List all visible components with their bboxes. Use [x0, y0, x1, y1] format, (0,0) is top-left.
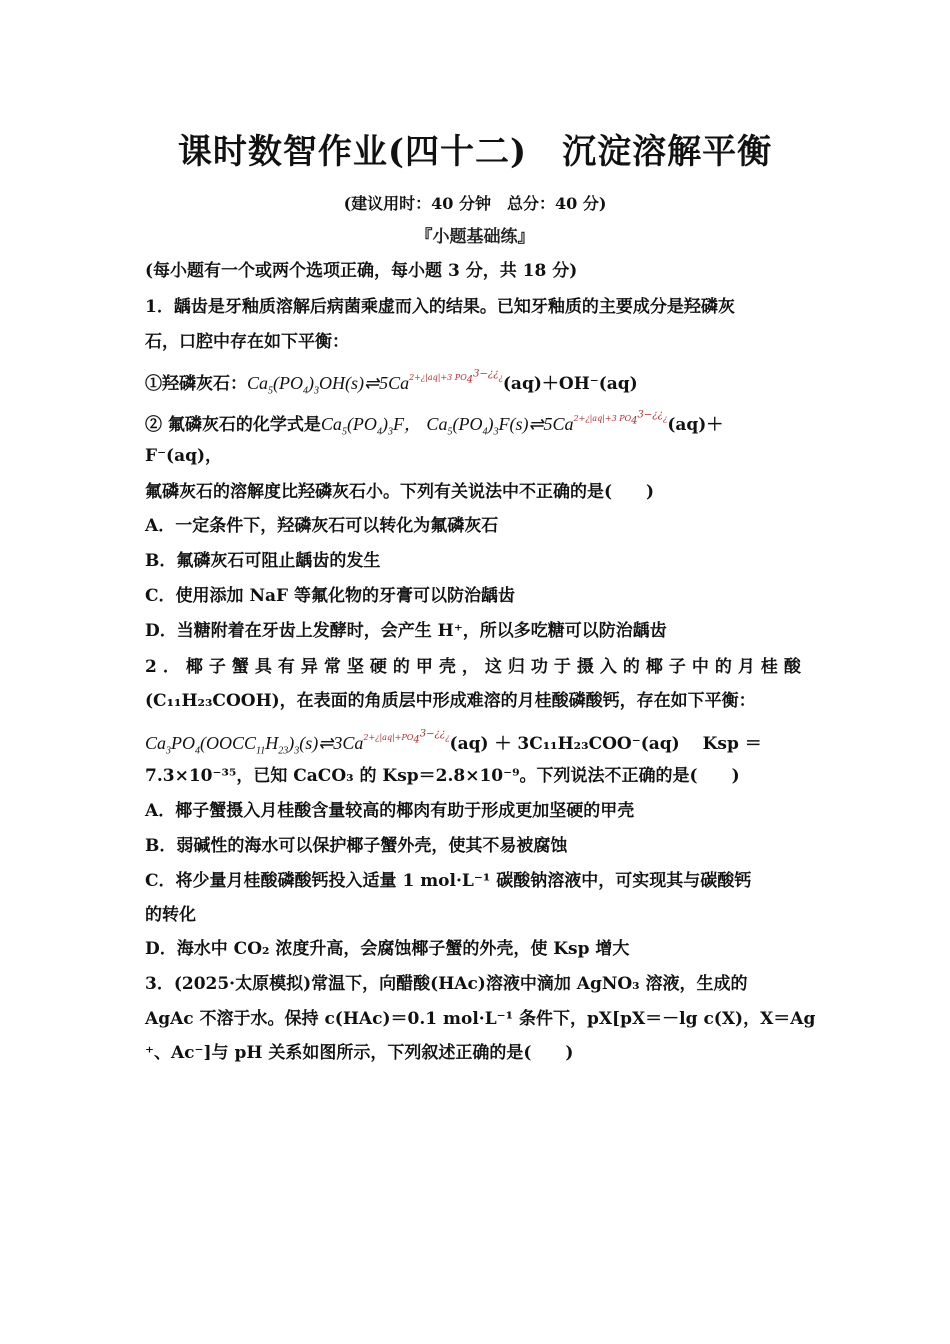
time-score-note: (建议用时：40 分钟 总分：40 分) [343, 194, 607, 213]
q2-option-a: A．椰子蟹摄入月桂酸含量较高的椰肉有助于形成更加坚硬的甲壳 [145, 801, 635, 821]
section-heading: 『小题基础练』 [415, 227, 535, 247]
q1-eq2-label: ② 氟磷灰石的化学式是 [145, 415, 321, 435]
q2-eq-products: (aq) ＋ 3C₁₁H₂₃COO⁻(aq) Ksp ＝ [449, 734, 762, 754]
q2-stem-line-2: (C₁₁H₂₃COOH)，在表面的角质层中形成难溶的月桂酸磷酸钙，存在如下平衡： [145, 691, 756, 711]
page-title: 课时数智作业(四十二) 沉淀溶解平衡 [177, 132, 773, 172]
q1-eq1-label: ①羟磷灰石： [145, 374, 247, 394]
q2-stem-line-1: 2．椰子蟹具有异常坚硬的甲壳，这归功于摄入的椰子中的月桂酸 [145, 657, 807, 677]
q3-stem-line-2: AgAc 不溶于水。保持 c(HAc)＝0.1 mol·L⁻¹ 条件下，pX[pX＝－lg c(X)，X＝Ag [145, 1009, 816, 1029]
q3-stem-line-3: ⁺、Ac⁻]与 pH 关系如图所示，下列叙述正确的是( ) [145, 1043, 574, 1063]
q1-stem-line-3: 氟磷灰石的溶解度比羟磷灰石小。下列有关说法中不正确的是( ) [145, 482, 655, 502]
q1-eq1-products: (aq)＋OH⁻(aq) [502, 374, 638, 394]
q2-option-c: C．将少量月桂酸磷酸钙投入适量 1 mol·L⁻¹ 碳酸钠溶液中，可实现其与碳酸钙 [145, 871, 752, 891]
q2-option-c-cont: 的转化 [145, 905, 196, 925]
q3-stem-line-1: 3．(2025·太原模拟)常温下，向醋酸(HAc)溶液中滴加 AgNO₃ 溶液，生成的 [145, 974, 748, 994]
q2-stem-line-3: 7.3×10⁻³⁵，已知 CaCO₃ 的 Ksp＝2.8×10⁻⁹。下列说法不正确的是( ) [145, 766, 740, 786]
q1-stem-line-1: 1．龋齿是牙釉质溶解后病菌乘虚而入的结果。已知牙釉质的主要成分是羟磷灰 [145, 297, 735, 317]
q1-eq2-formula: $Ca_5(PO_4)_3F$， $Ca_5(PO_4)_3F(s)\rightleftharpoons 5Ca$ [320, 414, 574, 438]
q1-option-a: A．一定条件下，羟磷灰石可以转化为氟磷灰石 [145, 516, 499, 536]
q1-stem-line-2: 石，口腔中存在如下平衡： [145, 332, 349, 352]
q1-option-d: D．当糖附着在牙齿上发酵时，会产生 H⁺，所以多吃糖可以防治龋齿 [145, 621, 667, 641]
q1-eq2-continuation: F⁻(aq)， [145, 446, 223, 466]
q2-option-d: D．海水中 CO₂ 浓度升高，会腐蚀椰子蟹的外壳，使 Ksp 增大 [145, 939, 630, 959]
q1-eq1-formula: $Ca_5(PO_4)_3OH(s)\rightleftharpoons 5Ca$ [247, 373, 410, 397]
instructions: (每小题有一个或两个选项正确，每小题 3 分，共 18 分) [145, 261, 578, 281]
q2-equation: $Ca_3PO_4(OOCC_{11}H_{23})_3(s)\rightleftharpoons 3Ca^{2+¿|aq|+PO_4^{3-¿¿}¿}(aq) + 3C_{11}H_{23}COO^-(aq)$ Ksp ＝ [145, 728, 762, 757]
q2-option-b: B．弱碱性的海水可以保护椰子蟹外壳，使其不易被腐蚀 [145, 836, 568, 856]
q2-eq-formula: $Ca_3PO_4(OOCC_{11}H_{23})_3(s)\rightleftharpoons 3Ca$ [145, 733, 364, 757]
q1-eq2-products: (aq)＋ [667, 415, 724, 435]
q1-option-b: B．氟磷灰石可阻止龋齿的发生 [145, 551, 381, 571]
q1-equation-2: ② 氟磷灰石的化学式是$Ca_5(PO_4)_3F$， $Ca_5(PO_4)_3F(s)\rightleftharpoons 5Ca^{2+¿|aq|+3 PO_4^{3-¿¿}¿}(aq)+$ [145, 409, 724, 438]
q1-option-c: C．使用添加 NaF 等氟化物的牙膏可以防治龋齿 [145, 586, 515, 606]
q1-equation-1: ①羟磷灰石：$Ca_5(PO_4)_3OH(s)\rightleftharpoons 5Ca^{2+¿|aq|+3 PO_4^{3-¿¿}¿}(aq)+OH^-(aq)$ [145, 368, 638, 397]
